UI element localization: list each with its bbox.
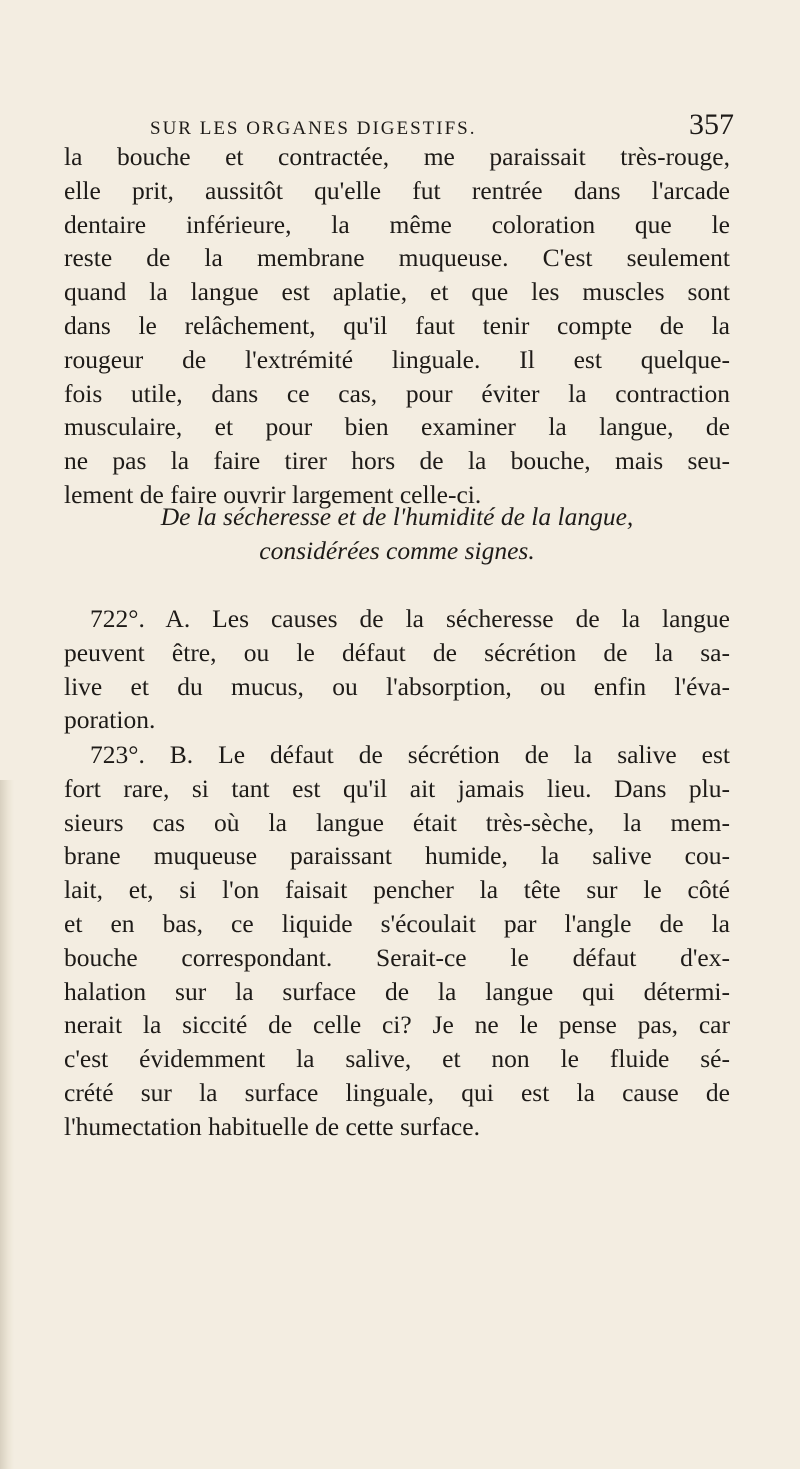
text-line: peuvent être, ou le défaut de sécrétion de la sa-	[64, 637, 730, 667]
text-line: fort rare, si tant est qu'il ait jamais lieu. Dans plu-	[64, 773, 730, 803]
text-line: 723°. B. Le défaut de sécrétion de la salive est	[90, 740, 730, 769]
text-line: lement de faire ouvrir largement celle-ci.	[64, 479, 482, 509]
text-line: bouche correspondant. Serait-ce le défaut d'ex-	[64, 942, 730, 972]
text-line: l'humectation habituelle de cette surface.	[64, 1111, 480, 1141]
text-line: live et du mucus, ou l'absorption, ou enfin l'éva-	[64, 671, 730, 701]
text-line: dentaire inférieure, la même coloration que le	[64, 209, 730, 239]
page-edge-shadow	[0, 780, 14, 1469]
text-line: poration.	[64, 705, 156, 735]
text-line: nerait la siccité de celle ci? Je ne le pense pas, car	[64, 1010, 730, 1040]
page-number: 357	[689, 108, 734, 141]
text-line: et en bas, ce liquide s'écoulait par l'angle de la	[64, 908, 730, 938]
heading-line: De la sécheresse et de l'humidité de la langue,	[160, 502, 634, 531]
section-heading	[64, 500, 730, 568]
text-line: lait, et, si l'on faisait pencher la tête sur le côté	[64, 875, 730, 905]
text-line: la bouche et contractée, me paraissait très-rouge,	[64, 142, 730, 171]
text-line: elle prit, aussitôt qu'elle fut rentrée dans l'arcade	[64, 175, 730, 205]
heading-line: considérées comme signes.	[259, 536, 535, 565]
text-line: brane muqueuse paraissant humide, la salive cou-	[64, 841, 730, 871]
text-line: crété sur la surface linguale, qui est la cause de	[64, 1077, 730, 1107]
text-line: 722°. A. Les causes de la sécheresse de la langue	[90, 604, 730, 633]
text-line: sieurs cas où la langue était très-sèche, la mem-	[64, 807, 730, 837]
paragraph-continuation	[64, 140, 730, 512]
text-line: halation sur la surface de la langue qui détermi-	[64, 976, 730, 1006]
text-line: dans le relâchement, qu'il faut tenir compte de la	[64, 310, 730, 340]
text-line: fois utile, dans ce cas, pour éviter la contraction	[64, 378, 730, 408]
running-title: SUR LES ORGANES DIGESTIFS.	[150, 118, 477, 139]
paragraph-722	[64, 602, 730, 737]
text-line: c'est évidemment la salive, et non le fluide sé-	[64, 1044, 730, 1074]
text-line: rougeur de l'extrémité linguale. Il est quelque-	[64, 344, 730, 374]
text-line: quand la langue est aplatie, et que les muscles sont	[64, 277, 730, 307]
paragraph-723	[64, 738, 730, 1144]
text-line: reste de la membrane muqueuse. C'est seulement	[64, 243, 730, 273]
text-line: ne pas la faire tirer hors de la bouche, mais seu-	[64, 446, 730, 476]
text-line: musculaire, et pour bien examiner la langue, de	[64, 412, 730, 442]
